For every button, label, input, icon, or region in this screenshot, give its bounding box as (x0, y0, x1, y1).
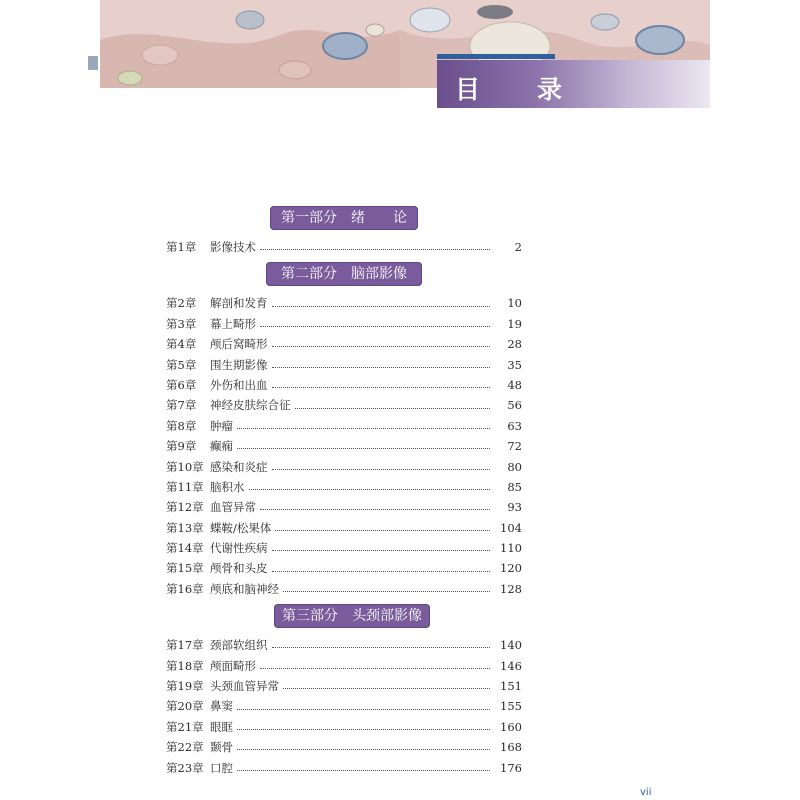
toc-entry[interactable] (166, 237, 522, 257)
dot-leader (237, 427, 490, 429)
chapter-title: 颈部软组织 (210, 638, 268, 653)
chapter-number: 第10章 (166, 459, 204, 474)
toc-entry[interactable] (166, 293, 522, 313)
title-accent-line (437, 54, 555, 59)
chapter-title: 蝶鞍/松果体 (210, 520, 272, 535)
toc-entry[interactable] (166, 518, 522, 538)
dot-leader (272, 646, 491, 648)
chapter-title: 感染和炎症 (210, 459, 268, 474)
dot-leader (283, 687, 490, 689)
chapter-page: 155 (500, 699, 522, 714)
part-label: 第三部分 头颈部影像 (274, 604, 430, 628)
dot-leader (237, 748, 490, 750)
dot-leader (260, 248, 490, 250)
dot-leader (283, 590, 490, 592)
toc-entry[interactable] (166, 355, 522, 375)
toc-entry[interactable] (166, 635, 522, 655)
dot-leader (260, 508, 490, 510)
chapter-page: 168 (500, 740, 522, 755)
chapter-number: 第18章 (166, 658, 204, 673)
chapter-page: 2 (514, 240, 522, 254)
chapter-number: 第6章 (166, 377, 197, 392)
page-number: vii (640, 787, 652, 798)
chapter-number: 第3章 (166, 316, 197, 331)
dot-leader (275, 529, 490, 531)
toc-entry[interactable] (166, 334, 522, 354)
chapter-title: 头颈血管异常 (210, 679, 279, 694)
toc-entry[interactable] (166, 758, 522, 778)
chapter-page: 140 (500, 638, 522, 653)
dot-leader (272, 345, 491, 347)
chapter-title: 脑积水 (210, 479, 245, 494)
toc-entry[interactable] (166, 497, 522, 517)
table-of-contents (166, 206, 522, 778)
dot-leader (237, 728, 490, 730)
chapter-title: 鼻窦 (210, 699, 233, 714)
chapter-number: 第17章 (166, 638, 204, 653)
chapter-title: 颅面畸形 (210, 658, 256, 673)
part-label: 第二部分 脑部影像 (266, 262, 422, 286)
chapter-title: 影像技术 (210, 240, 256, 254)
dot-leader (272, 468, 491, 470)
chapter-title: 神经皮肤综合征 (210, 398, 291, 413)
chapter-number: 第23章 (166, 760, 204, 775)
toc-entry[interactable] (166, 314, 522, 334)
chapter-number: 第13章 (166, 520, 204, 535)
part-heading-3 (166, 604, 522, 632)
chapter-number: 第2章 (166, 296, 197, 311)
toc-entry[interactable] (166, 676, 522, 696)
chapter-page: 10 (507, 296, 522, 311)
chapter-title: 眼眶 (210, 719, 233, 734)
chapter-number: 第21章 (166, 719, 204, 734)
chapter-number: 第7章 (166, 398, 197, 413)
toc-entry[interactable] (166, 395, 522, 415)
toc-entry[interactable] (166, 656, 522, 676)
chapter-number: 第20章 (166, 699, 204, 714)
toc-entry[interactable] (166, 558, 522, 578)
chapter-page: 110 (500, 541, 522, 556)
side-accent-mark (88, 56, 98, 70)
dot-leader (272, 570, 491, 572)
chapter-number: 第14章 (166, 541, 204, 556)
chapter-title: 癫痫 (210, 439, 233, 454)
toc-entry[interactable] (166, 416, 522, 436)
dot-leader (295, 407, 491, 409)
dot-leader (272, 305, 491, 307)
chapter-number: 第16章 (166, 581, 204, 596)
toc-entry[interactable] (166, 737, 522, 757)
chapter-title: 颅骨和头皮 (210, 561, 268, 576)
dot-leader (272, 366, 491, 368)
toc-entry[interactable] (166, 477, 522, 497)
chapter-title: 肿瘤 (210, 418, 233, 433)
chapter-number: 第1章 (166, 240, 197, 254)
chapter-page: 19 (507, 316, 522, 331)
chapter-page: 35 (507, 357, 522, 372)
dot-leader (237, 447, 490, 449)
chapter-number: 第15章 (166, 561, 204, 576)
chapter-page: 176 (500, 760, 522, 775)
chapter-title: 颞骨 (210, 740, 233, 755)
toc-entry[interactable] (166, 717, 522, 737)
chapter-number: 第12章 (166, 500, 204, 515)
chapter-page: 28 (507, 337, 522, 352)
dot-leader (249, 488, 491, 490)
chapter-page: 56 (507, 398, 522, 413)
toc-entry[interactable] (166, 375, 522, 395)
chapter-number: 第8章 (166, 418, 197, 433)
dot-leader (260, 325, 490, 327)
page-title: 目 录 (455, 75, 579, 104)
chapter-title: 血管异常 (210, 500, 256, 515)
chapter-page: 151 (500, 679, 522, 694)
chapter-title: 颅后窝畸形 (210, 337, 268, 352)
chapter-page: 93 (507, 500, 522, 515)
chapter-page: 146 (500, 658, 522, 673)
chapter-page: 80 (507, 459, 522, 474)
part-label: 第一部分 绪 论 (270, 206, 418, 230)
chapter-title: 口腔 (210, 760, 233, 775)
chapter-number: 第19章 (166, 679, 204, 694)
chapter-title: 外伤和出血 (210, 377, 268, 392)
toc-entry[interactable] (166, 696, 522, 716)
dot-leader (260, 667, 490, 669)
dot-leader (237, 769, 490, 771)
chapter-page: 63 (507, 418, 522, 433)
chapter-title: 颅底和脑神经 (210, 581, 279, 596)
toc-entry[interactable] (166, 538, 522, 558)
chapter-title: 解剖和发育 (210, 296, 268, 311)
chapter-title: 幕上畸形 (210, 316, 256, 331)
chapter-page: 160 (500, 719, 522, 734)
chapter-page: 48 (507, 377, 522, 392)
toc-entry[interactable] (166, 436, 522, 456)
chapter-number: 第22章 (166, 740, 204, 755)
dot-leader (237, 708, 490, 710)
chapter-title: 围生期影像 (210, 357, 268, 372)
chapter-number: 第4章 (166, 337, 197, 352)
toc-entry[interactable] (166, 457, 522, 477)
chapter-number: 第11章 (166, 479, 204, 494)
chapter-page: 104 (500, 520, 522, 535)
chapter-page: 128 (500, 581, 522, 596)
chapter-page: 85 (507, 479, 522, 494)
chapter-page: 120 (500, 561, 522, 576)
chapter-number: 第5章 (166, 357, 197, 372)
part-heading-2 (166, 262, 522, 290)
part-heading-1 (166, 206, 522, 234)
chapter-page: 72 (507, 439, 522, 454)
dot-leader (272, 386, 491, 388)
dot-leader (272, 549, 491, 551)
toc-entry[interactable] (166, 579, 522, 599)
chapter-number: 第9章 (166, 439, 197, 454)
chapter-title: 代谢性疾病 (210, 541, 268, 556)
